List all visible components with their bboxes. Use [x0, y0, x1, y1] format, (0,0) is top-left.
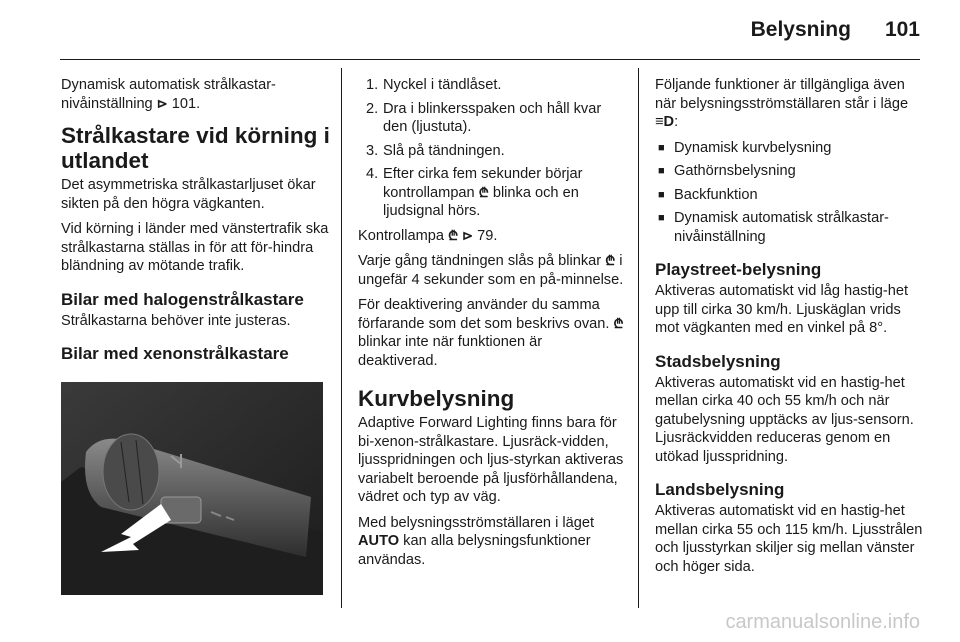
heading-playstreet: Playstreet-belysning: [655, 260, 822, 279]
ref-arrow-icon: ⊳: [156, 95, 168, 111]
headlight-warning-icon: ₾: [478, 184, 489, 200]
heading-city: Stadsbelysning: [655, 351, 781, 371]
steps-list: [358, 76, 624, 221]
paragraph-country: Aktiveras automatiskt vid en hastig-het mellan cirka 55 och 115 km/h. Ljusstrålen och ljusstyrkan skiljer sig mellan vänster och höger sida.: [655, 503, 923, 575]
ref-arrow-icon: ⊳: [462, 227, 474, 243]
paragraph-afl: Adaptive Forward Lighting finns bara för bi-xenon-strålkastare. Ljusräck-vidden, ljusspridningen och ljus-styrkan aktiveras variabelt beroende på ljusförhållandena, vädret och typ av väg.: [358, 415, 624, 505]
heading-country: Landsbelysning: [655, 480, 785, 499]
watermark: carmanualsonline.info: [725, 611, 920, 633]
list-item: 2. Dra i blinkersspaken och håll kvar den (ljustuta).: [366, 100, 602, 135]
column-divider-2: [638, 68, 639, 608]
heading-halogen: Bilar med halogenstrålkastare: [61, 289, 304, 309]
heading-xenon: Bilar med xenonstrålkastare: [61, 344, 289, 363]
paragraph-playstreet: Aktiveras automatiskt vid låg hastig-het upp till cirka 30 km/h. Ljuskäglan vrids mot vägkanten med en vinkel på 8°.: [655, 283, 909, 336]
page-header: [717, 18, 920, 42]
headlight-warning-icon: ₾: [605, 253, 616, 268]
page-number: 101: [884, 18, 920, 41]
column-1: [61, 76, 331, 366]
heading-curve-lighting: Kurvbelysning: [358, 386, 515, 411]
paragraph-halogen: Strålkastarna behöver inte justeras.: [61, 312, 291, 329]
auto-label: AUTO: [358, 533, 400, 549]
list-item: 4. Efter cirka fem sekunder börjar kontrollampan ₾ blinka och en ljudsignal hörs.: [366, 166, 583, 219]
paragraph-each-ignition: Varje gång tändningen slås på blinkar ₾ i ungefär 4 sekunder som en på-minnelse.: [358, 253, 624, 288]
headlight-warning-icon: ₾: [448, 227, 459, 243]
headlight-warning-icon: ₾: [613, 315, 624, 331]
paragraph-left-traffic: Vid körning i länder med vänstertrafik ska strålkastarna ställas in för att för-hindra bländning av mötande trafik.: [61, 221, 329, 274]
column-3: [655, 76, 925, 583]
list-item: ■ Dynamisk automatisk strålkastar-nivåinställning: [658, 210, 889, 245]
functions-list: [655, 139, 925, 247]
low-beam-icon: ≡D: [655, 114, 675, 130]
header-rule: [60, 59, 920, 60]
stalk-illustration: [61, 382, 323, 595]
list-item: ■ Backfunktion: [658, 186, 758, 203]
list-item: 1. Nyckel i tändlåset.: [366, 77, 502, 93]
paragraph-asymmetric: Det asymmetriska strålkastarljuset ökar sikten på den högra vägkanten.: [61, 177, 316, 212]
intro-paragraph: Dynamisk automatisk strålkastar-nivåinställning ⊳ 101.: [61, 77, 276, 112]
paragraph-city: Aktiveras automatiskt vid en hastig-het mellan cirka 40 och 55 km/h och när gatubelysning upptäcks av ljus-sensorn. Ljusräckvidden reduceras genom en utökad ljusspridning.: [655, 374, 914, 465]
list-item: ■ Gathörnsbelysning: [658, 163, 796, 179]
paragraph-functions-intro: Följande funktioner är tillgängliga även när belysningsströmställaren står i läge ≡D:: [655, 77, 909, 130]
paragraph-deactivation: För deaktivering använder du samma förfarande som det som beskrivs ovan. ₾ blinkar inte när funktionen är deaktiverad.: [358, 297, 624, 369]
control-lamp-reference: Kontrollampa ₾ ⊳ 79.: [358, 227, 498, 244]
paragraph-auto: Med belysningsströmställaren i läget AUTO kan alla belysningsfunktioner användas.: [358, 514, 595, 568]
column-2: [358, 76, 624, 576]
heading-abroad: Strålkastare vid körning i utlandet: [61, 123, 330, 173]
section-title: Belysning: [750, 18, 851, 41]
column-divider-1: [341, 68, 342, 608]
list-item: ■ Dynamisk kurvbelysning: [658, 139, 832, 156]
list-item: 3. Slå på tändningen.: [366, 142, 505, 159]
